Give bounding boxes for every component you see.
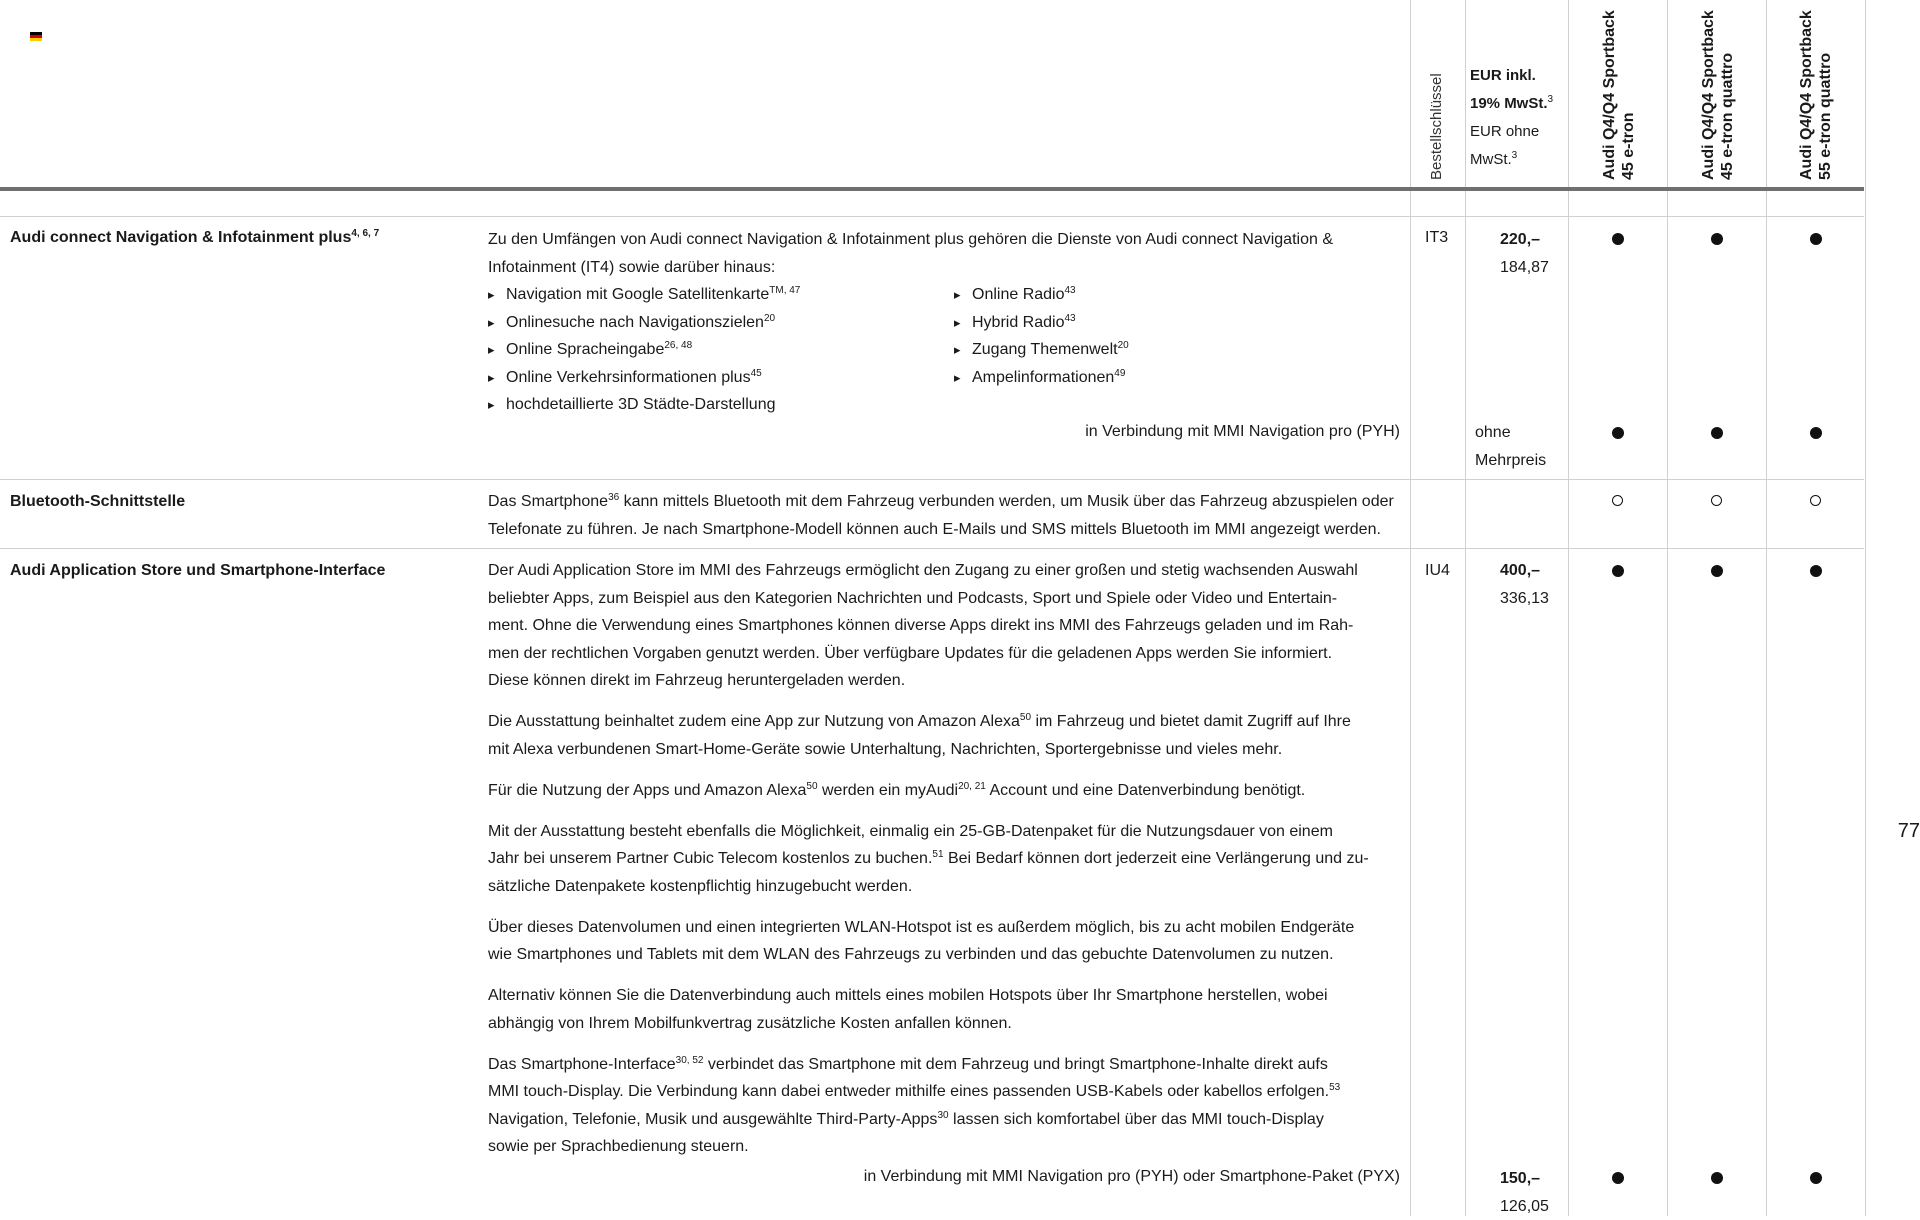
availability-dot: [1711, 495, 1722, 506]
price-cell: 400,– 336,13: [1500, 562, 1549, 607]
availability-dot: [1810, 495, 1821, 506]
row-desc-bluetooth: Das Smartphone$^{36}$ kann mittels Bluetooth mit dem Fahrzeug verbunden werden, um Musik über das Fahrzeug abzuspielen oder Telefonate zu führen. Je nach Smartphone-Modell können auch E-Mails und SMS mittels Bluetooth im MMI angezeigt werden.: [488, 492, 1394, 538]
availability-dot: [1711, 565, 1723, 577]
list-item: ▸ Hybrid Radio$^{43}$: [954, 309, 1129, 337]
column-divider: [1667, 0, 1668, 1216]
availability-dot: [1810, 427, 1822, 439]
model-header-2: Audi Q4/Q4 Sportback 45 e-tron quattro: [1700, 10, 1736, 180]
availability-dot: [1612, 1172, 1624, 1184]
note-price-cell: 150,– 126,05: [1500, 1170, 1549, 1215]
column-divider: [1410, 0, 1411, 1216]
row-divider: [0, 479, 1864, 480]
bullet-list-left: [488, 281, 800, 419]
list-item: ▸ hochdetaillierte 3D Städte-Darstellung: [488, 391, 800, 419]
order-code: IT3: [1425, 229, 1449, 246]
availability-dot: [1711, 427, 1723, 439]
list-item: ▸ Zugang Themenwelt$^{20}$: [954, 336, 1129, 364]
price-header: EUR inkl. 19% MwSt.$^3$ EUR ohne MwSt.$^3$: [1470, 67, 1554, 168]
availability-dot: [1711, 1172, 1723, 1184]
header-rule: [0, 187, 1864, 191]
availability-dot: [1810, 565, 1822, 577]
row-note-app-store: in Verbindung mit MMI Navigation pro (PYH) oder Smartphone-Paket (PYX): [863, 1168, 1400, 1185]
availability-dot: [1711, 233, 1723, 245]
column-divider: [1865, 0, 1866, 1216]
list-item: ▸ Online Verkehrsinformationen plus$^{45}$: [488, 364, 800, 392]
availability-dot: [1612, 233, 1624, 245]
row-divider: [0, 216, 1864, 217]
list-item: ▸ Online Spracheingabe$^{26, 48}$: [488, 336, 800, 364]
row-title-app-store: Audi Application Store und Smartphone-Interface: [10, 562, 386, 579]
availability-dot: [1612, 565, 1624, 577]
column-divider: [1568, 0, 1569, 1216]
column-divider: [1766, 0, 1767, 1216]
availability-dot: [1612, 427, 1624, 439]
order-key-header: Bestellschlüssel: [1428, 73, 1445, 180]
row-title-connect: Audi connect Navigation & Infotainment plus$^{4, 6, 7}$: [10, 228, 380, 246]
page-number: 77: [1897, 820, 1920, 842]
row-title-bluetooth: Bluetooth-Schnittstelle: [10, 493, 186, 510]
availability-dot: [1810, 1172, 1822, 1184]
list-item: ▸ Onlinesuche nach Navigationszielen$^{20}$: [488, 309, 800, 337]
row-divider: [0, 548, 1864, 549]
list-item: ▸ Navigation mit Google Satellitenkarte$^{TM, 47}$: [488, 281, 800, 309]
row-desc-connect: Zu den Umfängen von Audi connect Navigation & Infotainment plus gehören die Dienste von Audi connect Navigation & Infotainment (IT4) sowie darüber hinaus:: [488, 231, 1333, 276]
availability-dot: [1612, 495, 1623, 506]
list-item: ▸ Online Radio$^{43}$: [954, 281, 1129, 309]
list-item: ▸ Ampelinformationen$^{49}$: [954, 364, 1129, 392]
row-desc-app-store: Der Audi Application Store im MMI des Fahrzeugs ermöglicht den Zugang zu einer großen und stetig wachsenden Auswahl beliebter Apps, zum Beispiel aus den Kategorien Nachrichten und Podcasts, Sport und Spiele oder Video und Entertain- ment. Ohne die Verwendung eines Smartphones können diverse Apps direkt ins MMI des Fahrzeugs geladen und im Rah- men der rechtlichen Vorgaben genutzt werden. Über verfügbare Updates für die geladenen Apps werden Sie informiert. Diese können direkt im Fahrzeug heruntergeladen werden. Die Ausstattung beinhaltet zudem eine App zur Nutzung von Amazon Alexa$^{50}$ im Fahrzeug und bietet damit Zugriff auf Ihre mit Alexa verbundenen Smart-Home-Geräte sowie Unterhaltung, Nachrichten, Sportergebnisse und vieles mehr. Für die Nutzung der Apps und Amazon Alexa$^{50}$ werden ein myAudi$^{20, 21}$ Account und eine Datenverbindung benötigt. Mit der Ausstattung besteht ebenfalls die Möglichkeit, einmalig ein 25-GB-Datenpaket für die Nutzungsdauer von einem Jahr bei unserem Partner Cubic Telecom kostenlos zu buchen.$^{51}$ Bei Bedarf können dort jederzeit eine Verlängerung und zu- sätzliche Datenpakete kostenpflichtig hinzugebucht werden. Über dieses Datenvolumen und einen integrierten WLAN-Hotspot ist es außerdem möglich, bis zu acht mobilen Endgeräte wie Smartphones und Tablets mit dem WLAN des Fahrzeugs zu verbinden und das gebuchte Datenvolumen zu nutzen. Alternativ können Sie die Datenverbindung auch mittels eines mobilen Hotspots über Ihr Smartphone herstellen, wobei abhängig von Ihrem Mobilfunkvertrag zusätzliche Kosten anfallen können. Das Smartphone-Interface$^{30, 52}$ verbindet das Smartphone mit dem Fahrzeug und bringt Smartphone-Inhalte direkt aufs MMI touch-Display. Die Verbindung kann dabei entweder mithilfe eines passenden USB-Kabels oder kabellos erfolgen.$^{53}$ Navigation, Telefonie, Musik und ausgewählte Third-Party-Apps$^{30}$ lassen sich komfortabel über das MMI touch-Display sowie per Sprachbedienung steuern.: [488, 562, 1369, 1155]
bullet-list-right: [954, 281, 1129, 391]
model-header-3: Audi Q4/Q4 Sportback 55 e-tron quattro: [1798, 10, 1834, 180]
order-code: IU4: [1425, 562, 1450, 579]
column-divider: [1465, 0, 1466, 1216]
row-note-connect: in Verbindung mit MMI Navigation pro (PYH): [1085, 423, 1400, 440]
model-header-1: Audi Q4/Q4 Sportback 45 e-tron: [1601, 10, 1637, 180]
language-flag-icon: [30, 32, 42, 41]
price-cell: 220,– 184,87: [1500, 231, 1549, 276]
availability-dot: [1810, 233, 1822, 245]
note-price-cell: ohne Mehrpreis: [1475, 424, 1547, 469]
